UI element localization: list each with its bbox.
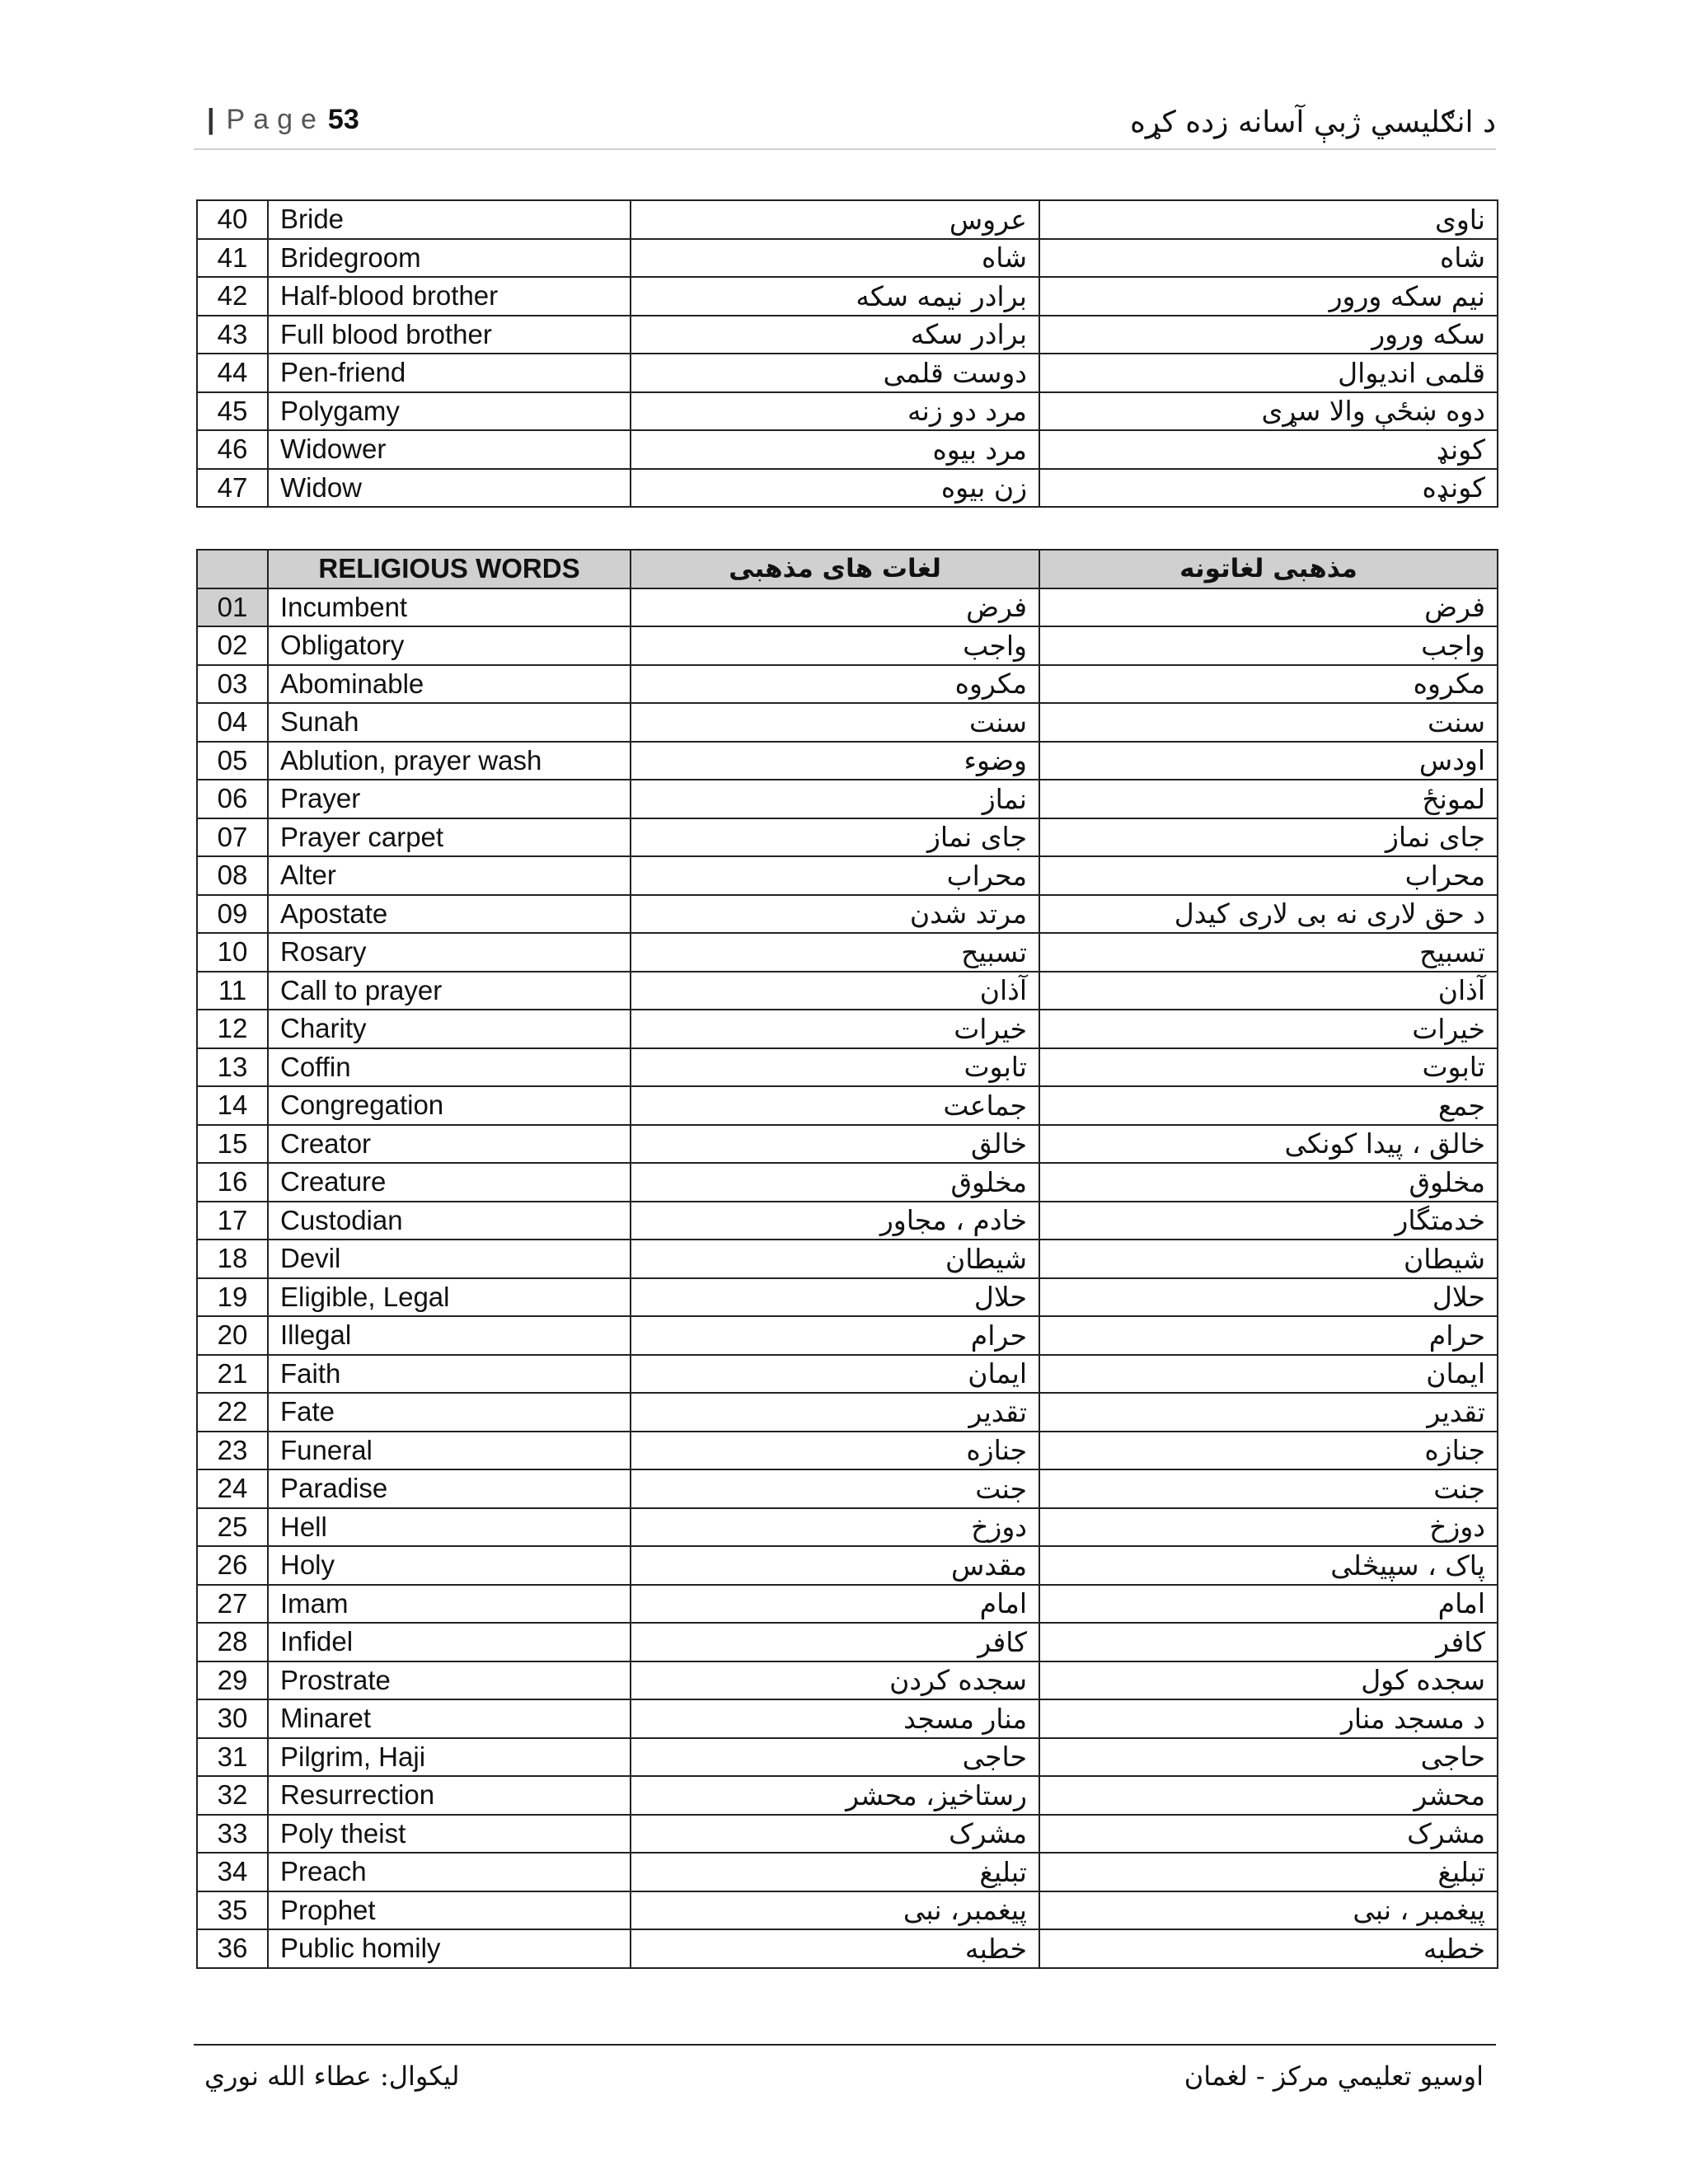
row-number: 47 [197,469,268,508]
row-number: 30 [197,1699,268,1738]
table-row [197,742,1498,780]
row-number: 32 [197,1776,268,1815]
pashto-word: امام [1039,1585,1498,1624]
table-row [197,316,1498,354]
table-row [197,665,1498,704]
table-row [197,1010,1498,1048]
english-word: Sunah [268,703,631,742]
english-word: Alter [268,856,631,895]
row-number: 13 [197,1048,268,1087]
persian-word: رستاخیز، محشر [631,1776,1039,1815]
table-row [197,1508,1498,1547]
table-row [197,1546,1498,1585]
persian-word: جنازه [631,1432,1039,1470]
table-row [197,1929,1498,1968]
pashto-word: پیغمبر ، نبی [1039,1891,1498,1930]
pashto-word: واجب [1039,626,1498,665]
persian-word: حلال [631,1278,1039,1317]
english-word: Prayer [268,780,631,818]
row-number: 23 [197,1432,268,1470]
persian-word: محراب [631,856,1039,895]
pashto-word: جنت [1039,1469,1498,1508]
row-number: 03 [197,665,268,704]
row-number: 08 [197,856,268,895]
english-word: Polygamy [268,392,631,431]
row-number: 35 [197,1891,268,1930]
pashto-word: دوزخ [1039,1508,1498,1547]
pashto-word: تبلیغ [1039,1853,1498,1891]
row-number: 17 [197,1202,268,1240]
persian-word: واجب [631,626,1039,665]
persian-word: شیطان [631,1240,1039,1278]
table-row [197,469,1498,508]
pashto-word: خالق ، پیدا کونکی [1039,1125,1498,1164]
row-number: 09 [197,895,268,934]
family-words-table [196,199,1498,508]
row-number: 44 [197,354,268,392]
pashto-word: کافر [1039,1623,1498,1661]
persian-word: دوزخ [631,1508,1039,1547]
persian-word: پیغمبر، نبی [631,1891,1039,1930]
pashto-word: مکروه [1039,665,1498,704]
table-row [197,818,1498,857]
english-word: Call to prayer [268,972,631,1010]
english-word: Minaret [268,1699,631,1738]
english-word: Custodian [268,1202,631,1240]
english-word: Infidel [268,1623,631,1661]
row-number: 19 [197,1278,268,1317]
row-number: 36 [197,1929,268,1968]
table-row [197,1853,1498,1891]
header-pashto: مذهبی لغاتونه [1039,550,1498,588]
persian-word: مکروه [631,665,1039,704]
pashto-word: سجده کول [1039,1661,1498,1700]
english-word: Prayer carpet [268,818,631,857]
table-row [197,1891,1498,1930]
pashto-word: پاک ، سپیڅلی [1039,1546,1498,1585]
table-row [197,856,1498,895]
english-word: Bride [268,200,631,239]
row-number: 29 [197,1661,268,1700]
row-number: 40 [197,200,268,239]
row-number: 11 [197,972,268,1010]
english-word: Poly theist [268,1815,631,1854]
persian-word: فرض [631,588,1039,627]
row-number: 21 [197,1355,268,1394]
row-number: 05 [197,742,268,780]
table-row [197,1355,1498,1394]
english-word: Creature [268,1163,631,1202]
persian-word: خطبه [631,1929,1039,1968]
pashto-word: دوه ښځې والا سړی [1039,392,1498,431]
pashto-word: شیطان [1039,1240,1498,1278]
persian-word: جای نماز [631,818,1039,857]
table-row [197,1815,1498,1854]
row-number: 06 [197,780,268,818]
table-row [197,1048,1498,1087]
pashto-word: مشرک [1039,1815,1498,1854]
pashto-word: ناوی [1039,200,1498,239]
english-word: Apostate [268,895,631,934]
table-row [197,1278,1498,1317]
page-header [194,97,1496,150]
table-row [197,780,1498,818]
persian-word: مشرک [631,1815,1039,1854]
table-row [197,1469,1498,1508]
pashto-word: حرام [1039,1316,1498,1355]
religious-words-table [196,549,1498,1969]
pashto-word: ایمان [1039,1355,1498,1394]
pashto-word: فرض [1039,588,1498,627]
table-row [197,1623,1498,1661]
english-word: Obligatory [268,626,631,665]
pashto-word: تسبیح [1039,933,1498,972]
english-word: Hell [268,1508,631,1547]
persian-word: تقدیر [631,1393,1039,1432]
row-number: 01 [197,588,268,627]
row-number: 31 [197,1738,268,1777]
persian-word: ایمان [631,1355,1039,1394]
persian-word: وضوء [631,742,1039,780]
row-number: 15 [197,1125,268,1164]
persian-word: منار مسجد [631,1699,1039,1738]
persian-word: حاجی [631,1738,1039,1777]
row-number: 27 [197,1585,268,1624]
pashto-word: جنازه [1039,1432,1498,1470]
english-word: Half-blood brother [268,277,631,316]
book-title: د انګلیسي ژبې آسانه زده کړه [1129,105,1496,139]
pashto-word: کونډ [1039,430,1498,469]
english-word: Holy [268,1546,631,1585]
table-row [197,1202,1498,1240]
table-row [197,1240,1498,1278]
persian-word: مقدس [631,1546,1039,1585]
row-number: 45 [197,392,268,431]
pashto-word: شاه [1039,239,1498,278]
persian-word: حرام [631,1316,1039,1355]
table-row [197,703,1498,742]
pashto-word: تقدیر [1039,1393,1498,1432]
footer-center: اوسیو تعلیمي مرکز - لغمان [1184,2060,1484,2092]
persian-word: مرد بیوه [631,430,1039,469]
persian-word: جنت [631,1469,1039,1508]
table-row [197,1432,1498,1470]
persian-word: خالق [631,1125,1039,1164]
table-row [197,1125,1498,1164]
persian-word: مخلوق [631,1163,1039,1202]
row-number: 26 [197,1546,268,1585]
english-word: Pen-friend [268,354,631,392]
pashto-word: قلمی اندیوال [1039,354,1498,392]
footer-divider [194,2044,1496,2046]
pashto-word: جای نماز [1039,818,1498,857]
row-number: 22 [197,1393,268,1432]
english-word: Creator [268,1125,631,1164]
row-number: 42 [197,277,268,316]
pashto-word: د حق لاری نه بی لاری کیدل [1039,895,1498,934]
table-row [197,1699,1498,1738]
persian-word: امام [631,1585,1039,1624]
persian-word: خادم ، مجاور [631,1202,1039,1240]
table-row [197,1776,1498,1815]
english-word: Public homily [268,1929,631,1968]
pashto-word: لمونځ [1039,780,1498,818]
row-number: 43 [197,316,268,354]
table-row [197,895,1498,934]
english-word: Ablution, prayer wash [268,742,631,780]
row-number: 28 [197,1623,268,1661]
pashto-word: اودس [1039,742,1498,780]
english-word: Widow [268,469,631,508]
pashto-word: آذان [1039,972,1498,1010]
header-english: RELIGIOUS WORDS [268,550,631,588]
persian-word: عروس [631,200,1039,239]
pashto-word: جمع [1039,1086,1498,1125]
persian-word: تبلیغ [631,1853,1039,1891]
pashto-word: تابوت [1039,1048,1498,1087]
page-number-label: | Page 53 [207,104,359,135]
table-row [197,972,1498,1010]
persian-word: کافر [631,1623,1039,1661]
table-row [197,200,1498,239]
pashto-word: خطبه [1039,1929,1498,1968]
row-number: 02 [197,626,268,665]
persian-word: تابوت [631,1048,1039,1087]
table-row [197,933,1498,972]
english-word: Coffin [268,1048,631,1087]
row-number: 20 [197,1316,268,1355]
persian-word: مرد دو زنه [631,392,1039,431]
english-word: Faith [268,1355,631,1394]
persian-word: جماعت [631,1086,1039,1125]
english-word: Funeral [268,1432,631,1470]
footer-author: لیکوال: عطاء الله نوري [204,2060,460,2092]
persian-word: دوست قلمی [631,354,1039,392]
pashto-word: سکه ورور [1039,316,1498,354]
english-word: Abominable [268,665,631,704]
persian-word: تسبیح [631,933,1039,972]
header-persian: لغات های مذهبی [631,550,1039,588]
english-word: Charity [268,1010,631,1048]
table-row [197,277,1498,316]
english-word: Rosary [268,933,631,972]
table-row [197,588,1498,627]
page-word: Page [226,104,325,135]
page-number: 53 [327,104,359,135]
pashto-word: خیرات [1039,1010,1498,1048]
row-number: 10 [197,933,268,972]
pashto-word: حاجی [1039,1738,1498,1777]
table-row [197,354,1498,392]
english-word: Resurrection [268,1776,631,1815]
english-word: Pilgrim, Haji [268,1738,631,1777]
row-number: 07 [197,818,268,857]
persian-word: شاه [631,239,1039,278]
table-row [197,1316,1498,1355]
pashto-word: خدمتگار [1039,1202,1498,1240]
pashto-word: حلال [1039,1278,1498,1317]
table-row [197,1163,1498,1202]
pashto-word: محشر [1039,1776,1498,1815]
row-number: 33 [197,1815,268,1854]
table-row [197,1661,1498,1700]
english-word: Full blood brother [268,316,631,354]
row-number: 04 [197,703,268,742]
persian-word: زن بیوه [631,469,1039,508]
pashto-word: محراب [1039,856,1498,895]
english-word: Devil [268,1240,631,1278]
persian-word: نماز [631,780,1039,818]
table-row [197,392,1498,431]
english-word: Prostrate [268,1661,631,1700]
english-word: Eligible, Legal [268,1278,631,1317]
persian-word: خیرات [631,1010,1039,1048]
persian-word: آذان [631,972,1039,1010]
english-word: Illegal [268,1316,631,1355]
table-row [197,626,1498,665]
english-word: Preach [268,1853,631,1891]
row-number: 18 [197,1240,268,1278]
table-row [197,1086,1498,1125]
persian-word: برادر سکه [631,316,1039,354]
pashto-word: کونډه [1039,469,1498,508]
pashto-word: مخلوق [1039,1163,1498,1202]
persian-word: سنت [631,703,1039,742]
table-row [197,430,1498,469]
row-number: 16 [197,1163,268,1202]
english-word: Widower [268,430,631,469]
row-number: 24 [197,1469,268,1508]
english-word: Paradise [268,1469,631,1508]
english-word: Congregation [268,1086,631,1125]
row-number: 41 [197,239,268,278]
row-number: 34 [197,1853,268,1891]
english-word: Fate [268,1393,631,1432]
pashto-word: د مسجد منار [1039,1699,1498,1738]
table-row [197,1393,1498,1432]
pashto-word: نیم سکه ورور [1039,277,1498,316]
row-number: 25 [197,1508,268,1547]
table-row [197,1738,1498,1777]
persian-word: مرتد شدن [631,895,1039,934]
english-word: Incumbent [268,588,631,627]
row-number: 12 [197,1010,268,1048]
table-row [197,1585,1498,1624]
table-row [197,239,1498,278]
pashto-word: سنت [1039,703,1498,742]
row-number: 14 [197,1086,268,1125]
row-number: 46 [197,430,268,469]
header-num [197,550,268,588]
english-word: Prophet [268,1891,631,1930]
english-word: Bridegroom [268,239,631,278]
persian-word: برادر نیمه سکه [631,277,1039,316]
english-word: Imam [268,1585,631,1624]
persian-word: سجده کردن [631,1661,1039,1700]
table-header-row [197,550,1498,588]
